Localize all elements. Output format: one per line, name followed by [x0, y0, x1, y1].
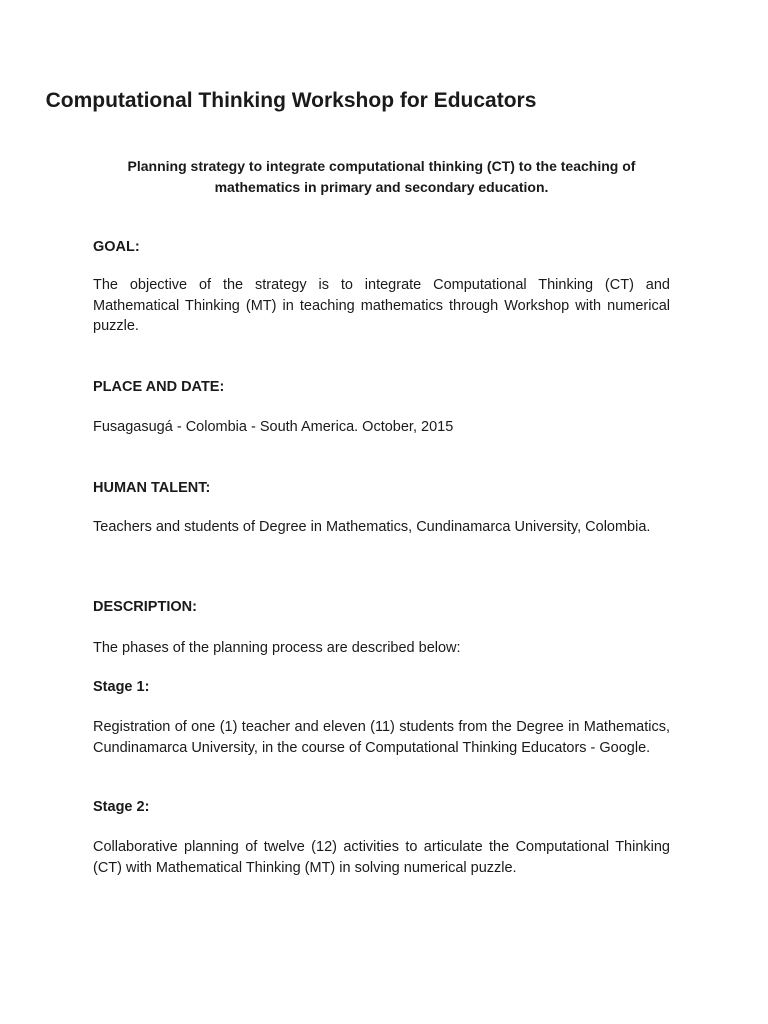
goal-text: The objective of the strategy is to integrate Computational Thinking (CT) and Mathematical Thinking (MT) in teaching mathematics through Workshop with numerical puzzle.	[93, 277, 670, 334]
human-talent-heading: HUMAN TALENT:	[93, 480, 211, 496]
stage-2-text: Collaborative planning of twelve (12) activities to articulate the Computational Thinking (CT) with Mathematical Thinking (MT) in solving numerical puzzle.	[93, 839, 670, 876]
description-heading: DESCRIPTION:	[93, 599, 197, 615]
place-and-date-text: Fusagasugá - Colombia - South America. October, 2015	[93, 419, 454, 435]
stage-1-text: Registration of one (1) teacher and eleven (11) students from the Degree in Mathematics, Cundinamarca University, in the course of Computational Thinking Educators - Google.	[93, 719, 670, 756]
goal-heading: GOAL:	[93, 239, 140, 255]
description-text: The phases of the planning process are described below:	[93, 640, 461, 656]
human-talent-text: Teachers and students of Degree in Mathematics, Cundinamarca University, Colombia.	[93, 519, 651, 535]
document-title: Computational Thinking Workshop for Educators	[45, 89, 537, 112]
stage-2-heading: Stage 2:	[93, 799, 150, 815]
document-subtitle: Planning strategy to integrate computational thinking (CT) to the teaching of mathematics in primary and secondary education.	[127, 158, 636, 195]
place-and-date-heading: PLACE AND DATE:	[93, 379, 225, 395]
stage-1-heading: Stage 1:	[93, 679, 150, 695]
